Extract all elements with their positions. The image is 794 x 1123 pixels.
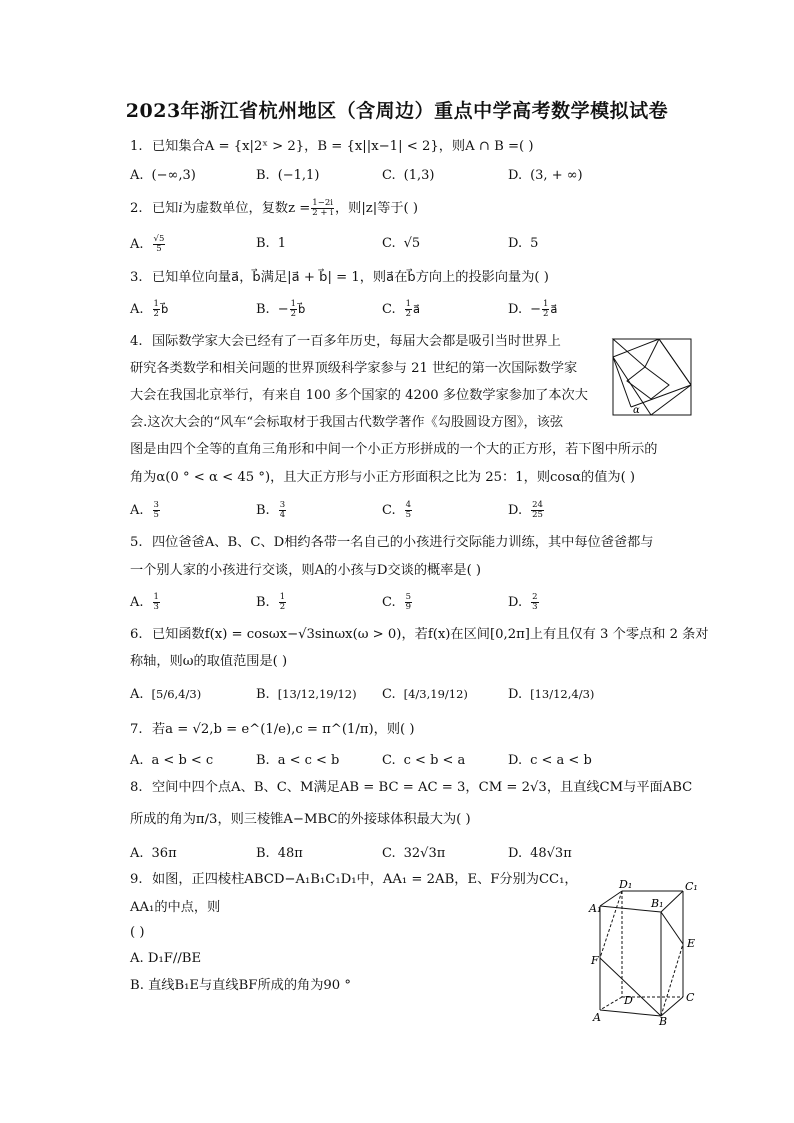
option-b[interactable]: B. (−1,1) [256,168,320,183]
question-9-line: AA₁的中点，则 [130,900,221,915]
label-a1: A₁ [589,902,602,915]
page-title: 2023年浙江省杭州地区（含周边）重点中学高考数学模拟试卷 [125,100,669,122]
question-9-option-b[interactable]: B. 直线B₁E与直线BF所成的角为90 ° [130,978,351,993]
question-8-line: 8. 空间中四个点A、B、C、M满足AB = BC = AC = 3，CM = 2√3，且直线CM与平面ABC [130,780,693,795]
edge-b1e [661,912,683,944]
option-a[interactable]: A. 36π [130,846,177,861]
question-8-line: 所成的角为π/3，则三棱锥A−MBC的外接球体积最大为( ) [130,812,471,827]
option-c[interactable]: C. [4/3,19/12) [382,687,468,702]
angle-label: α [633,405,640,416]
edge [659,339,691,385]
option-d[interactable]: D. $\frac{2}{3}$ [508,592,538,612]
option-d[interactable]: D. (3, + ∞) [508,168,583,183]
windmill-figure [611,337,695,417]
prism-figure [588,876,700,1026]
option-a[interactable]: A. (−∞,3) [130,168,196,183]
label-b1: B₁ [651,897,664,910]
option-a[interactable]: A. $\frac{√5}{5}$ [130,234,165,254]
option-b[interactable]: B. − $\frac{1}{2}$ b⃗ [256,299,306,319]
option-a[interactable]: A. $\frac{1}{3}$ [130,592,159,612]
option-d[interactable]: D. $\frac{24}{25}$ [508,500,543,520]
label-c1: C₁ [685,880,698,893]
label-e: E [687,937,696,950]
triangle [651,385,691,415]
inner-square [627,367,669,399]
question-9-line: ( ) [130,925,145,940]
edge [600,1010,661,1016]
question-9-option-a[interactable]: A. D₁F//BE [130,951,202,966]
question-7-stem: 7. 若a = √2,b = e^(1/e),c = π^(1/π)，则( ) [130,722,415,737]
option-a[interactable]: A. [5/6,4/3) [130,687,202,702]
edge [600,891,622,906]
option-b[interactable]: B. $\frac{3}{4}$ [256,500,286,520]
option-c[interactable]: C. c < b < a [382,753,466,768]
label-d: D [624,994,633,1007]
option-c[interactable]: C. $\frac{5}{9}$ [382,592,412,612]
label-f: F [591,954,599,967]
option-c[interactable]: C. 32√3π [382,846,446,861]
option-d[interactable]: D. 5 [508,236,539,251]
label-d1: D₁ [619,878,633,891]
option-b[interactable]: B. [13/12,19/12) [256,687,357,702]
hidden-edge [600,891,622,958]
option-d[interactable]: D. c < a < b [508,753,592,768]
outer-square [613,339,691,415]
question-4-line: 大会在我国北京举行，有来自 100 多个国家的 4200 多位数学家参加了本次大 [130,388,588,403]
option-d[interactable]: D. 48√3π [508,846,572,861]
edge-bf [600,958,661,1016]
question-4-line: 角为α(0 ° < α < 45 °)，且大正方形与小正方形面积之比为 25：1，则cosα的值为( ) [130,470,636,485]
option-c[interactable]: C. $\frac{1}{2}$ a⃗ [382,299,421,319]
hidden-edge [661,944,683,1016]
option-b[interactable]: B. 48π [256,846,303,861]
question-3-stem: 3. 已知单位向量a⃗，b⃗满足|a⃗ + b⃗| = 1，则a⃗在b⃗方向上的投影向量为( ) [130,270,549,285]
question-4-line: 图是由四个全等的直角三角形和中间一个小正方形拼成的一个大的正方形，若下图中所示的 [130,442,658,457]
option-b[interactable]: B. a < c < b [256,753,340,768]
question-4-line: 4. 国际数学家大会已经有了一百多年历史，每届大会都是吸引当时世界上 [130,334,561,349]
option-a[interactable]: A. $\frac{1}{2}$ b⃗ [130,299,169,319]
question-5-line: 一个别人家的小孩进行交谈，则A的小孩与D交谈的概率是( ) [130,563,482,578]
edge [661,891,683,912]
question-9-line: 9. 如图，正四棱柱ABCD−A₁B₁C₁D₁中，AA₁ = 2AB，E、F分别为CC₁， [130,872,578,887]
option-b[interactable]: B. 1 [256,236,286,251]
question-5-line: 5. 四位爸爸A、B、C、D相约各带一名自己的小孩进行交际能力训练，其中每位爸爸都与 [130,535,654,550]
label-a: A [593,1011,601,1024]
edge [631,385,691,407]
fraction: $\frac{1-2i}{2 + i}$ [312,198,333,218]
option-c[interactable]: C. (1,3) [382,168,435,183]
question-1-stem: 1. 已知集合A = {x|2ˣ > 2}，B = {x||x−1| < 2}，则A ∩ B =( ) [130,139,534,154]
label-b: B [659,1015,668,1026]
option-a[interactable]: A. a < b < c [130,753,214,768]
option-d[interactable]: D. − $\frac{1}{2}$ a⃗ [508,299,558,319]
hidden-edge [600,997,622,1010]
option-d[interactable]: D. [13/12,4/3) [508,687,595,702]
option-c[interactable]: C. $\frac{4}{5}$ [382,500,412,520]
label-c: C [686,991,695,1004]
question-4-line: 研究各类数学和相关问题的世界顶级科学家参与 21 世纪的第一次国际数学家 [130,361,578,376]
question-2-stem: 2. 已知i为虚数单位，复数z = $\frac{1-2i}{2 + i}$ ，则|z|等于( ) [130,198,419,218]
edge [613,339,659,357]
option-c[interactable]: C. √5 [382,236,421,251]
triangle [613,339,659,367]
option-a[interactable]: A. $\frac{3}{5}$ [130,500,159,520]
question-6-line: 6. 已知函数f(x) = cosωx−√3sinωx(ω > 0)，若f(x)在区间[0,2π]上有且仅有 3 个零点和 2 条对 [130,627,709,642]
question-6-line: 称轴，则ω的取值范围是( ) [130,654,288,669]
question-4-line: 会.这次大会的“风车“会标取材于我国古代数学著作《勾股圆设方图》，该弦 [130,415,564,430]
option-b[interactable]: B. $\frac{1}{2}$ [256,592,286,612]
